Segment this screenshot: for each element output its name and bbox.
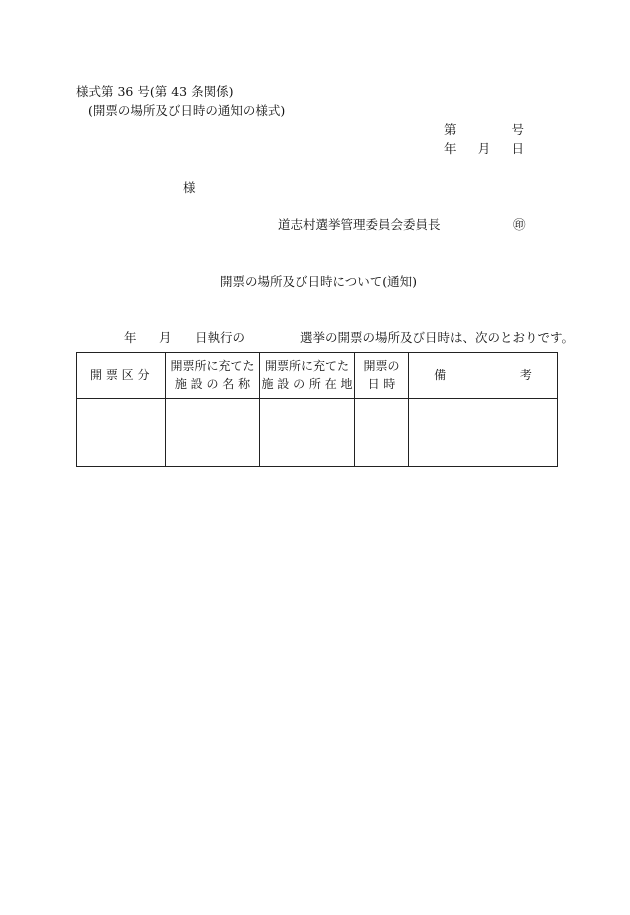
body-sentence: 選挙の開票の場所及び日時は、次のとおりです。 xyxy=(300,330,575,345)
body-execution: 日執行の xyxy=(195,330,246,345)
reference-date-line xyxy=(444,141,524,156)
header-datetime-line2: 日 時 xyxy=(367,376,396,391)
header-datetime xyxy=(355,353,409,399)
cell-datetime[interactable] xyxy=(355,399,409,467)
table-row xyxy=(77,399,558,467)
form-subtitle: (開票の場所及び日時の通知の様式) xyxy=(88,103,286,118)
location-table xyxy=(76,352,558,467)
header-district xyxy=(77,353,166,399)
cell-facility-address[interactable] xyxy=(260,399,355,467)
addressee-sama: 様 xyxy=(183,180,196,195)
header-datetime-line1: 開票の xyxy=(363,359,400,374)
header-facility-address-line1: 開票所に充てた xyxy=(264,359,349,374)
header-remarks-label: 備 考 xyxy=(434,367,532,382)
cell-facility-name[interactable] xyxy=(166,399,260,467)
sender-title: 道志村選挙管理委員会委員長 xyxy=(278,217,441,232)
header-facility-name-line1: 開票所に充てた xyxy=(170,359,255,374)
reference-dai: 第 xyxy=(444,122,457,137)
reference-go: 号 xyxy=(511,122,524,137)
reference-year: 年 xyxy=(444,141,457,156)
reference-month: 月 xyxy=(477,141,491,156)
notice-title: 開票の場所及び日時について(通知) xyxy=(220,274,418,289)
header-district-label: 開 票 区 分 xyxy=(90,367,150,382)
header-facility-address-line2: 施 設 の 所 在 地 xyxy=(261,376,353,391)
header-facility-name xyxy=(166,353,260,399)
table-header-row xyxy=(77,353,558,399)
body-year: 年 xyxy=(124,330,137,345)
form-number: 様式第 36 号(第 43 条関係) xyxy=(76,84,234,99)
header-facility-name-line2: 施 設 の 名 称 xyxy=(174,376,251,391)
reference-number-line xyxy=(444,122,524,137)
seal-mark: ㊞ xyxy=(513,217,526,232)
header-facility-address xyxy=(260,353,355,399)
body-month: 月 xyxy=(159,330,172,345)
cell-district[interactable] xyxy=(77,399,166,467)
reference-day: 日 xyxy=(511,141,524,156)
header-remarks xyxy=(409,353,558,399)
cell-remarks[interactable] xyxy=(409,399,558,467)
